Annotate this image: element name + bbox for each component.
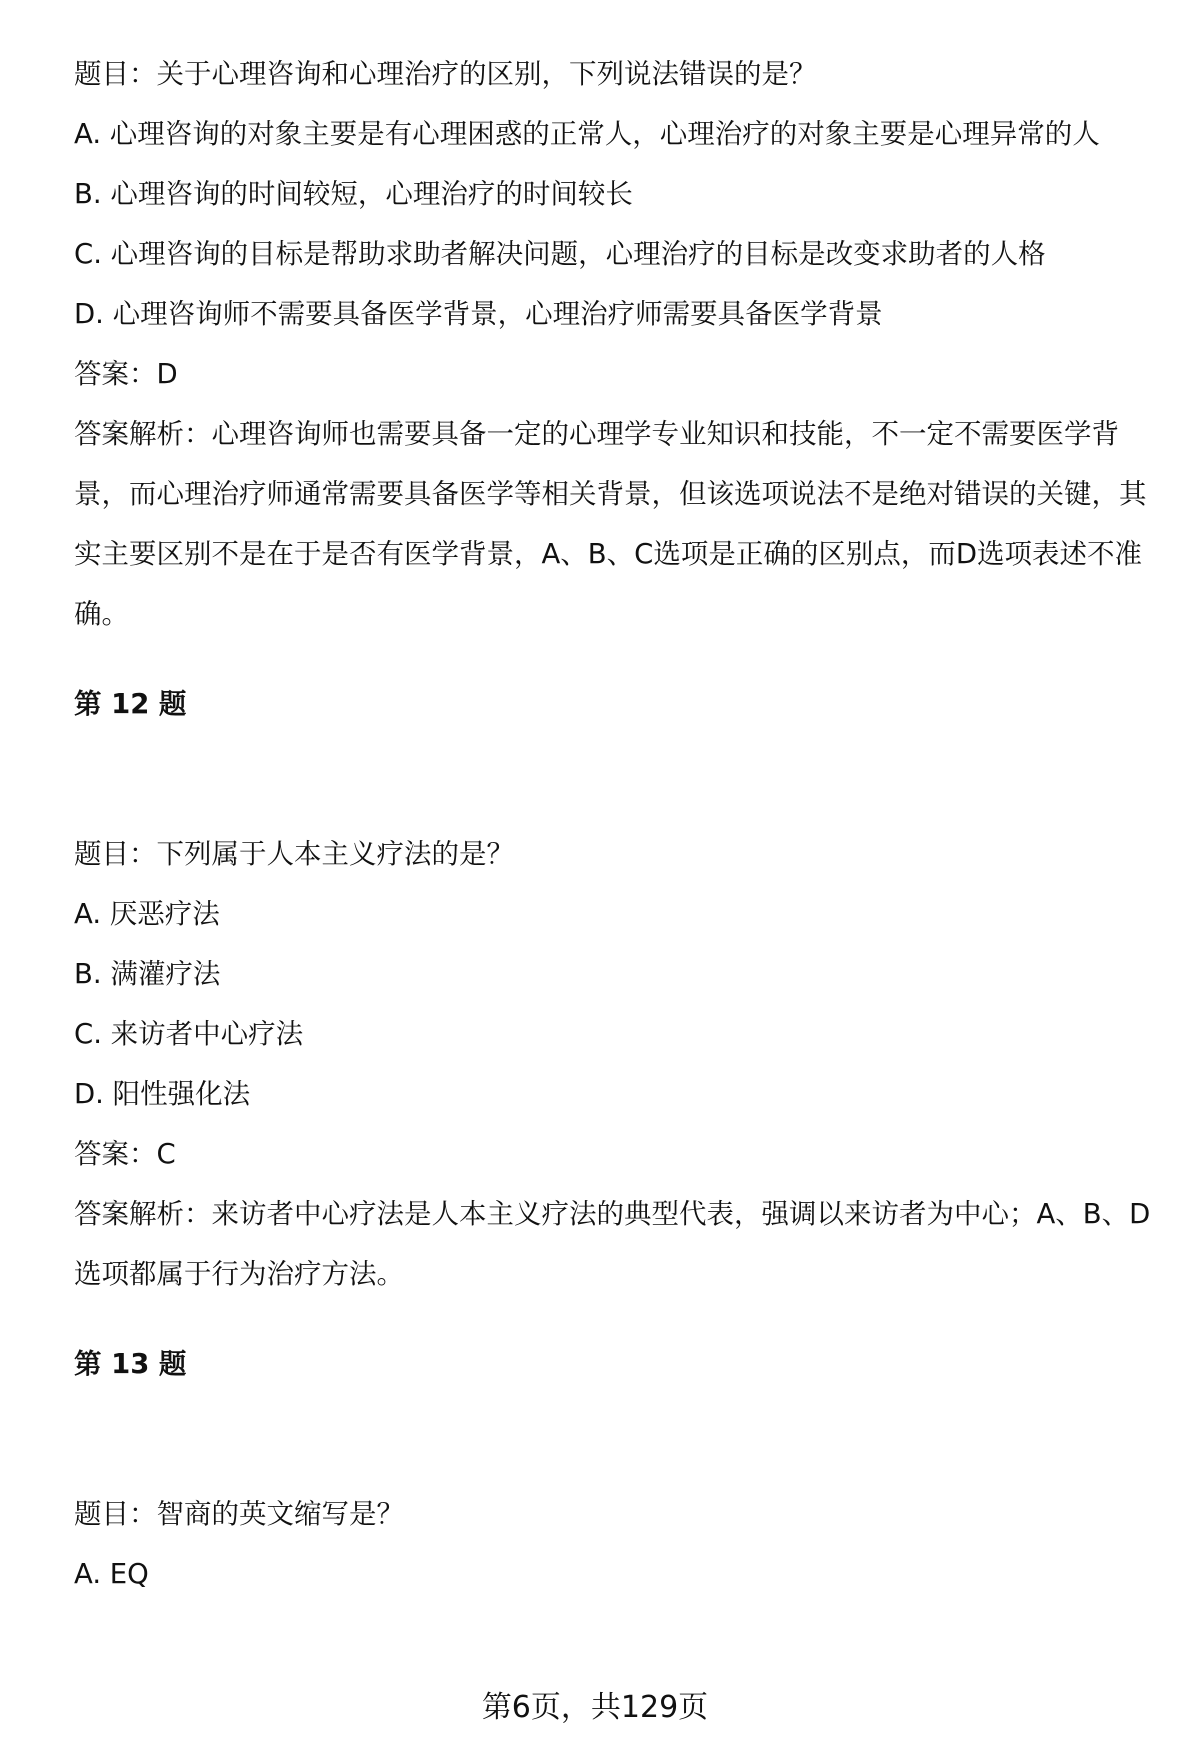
- q12-option-c: C. 来访者中心疗法: [74, 1018, 304, 1050]
- q12-option-a: A. 厌恶疗法: [74, 898, 220, 930]
- q13-heading: 第 13 题: [74, 1348, 187, 1380]
- q12-analysis: 答案解析：来访者中心疗法是人本主义疗法的典型代表，强调以来访者为中心；A、B、D选项都属于行为治疗方法。: [74, 1198, 1151, 1290]
- page-number-footer: 第6页，共129页: [481, 1690, 709, 1725]
- q11-option-c: C. 心理咨询的目标是帮助求助者解决问题，心理治疗的目标是改变求助者的人格: [74, 238, 1046, 270]
- q11-analysis: 答案解析：心理咨询师也需要具备一定的心理学专业知识和技能，不一定不需要医学背景，而心理治疗师通常需要具备医学等相关背景，但该选项说法不是绝对错误的关键，其实主要区别不是在于是否有医学背景，A、B、C选项是正确的区别点，而D选项表述不准确。: [74, 418, 1147, 630]
- q12-answer: 答案：C: [74, 1138, 176, 1170]
- q12-heading: 第 12 题: [74, 688, 187, 720]
- q11-question: 题目：关于心理咨询和心理治疗的区别，下列说法错误的是？: [74, 58, 817, 90]
- q11-option-d: D. 心理咨询师不需要具备医学背景，心理治疗师需要具备医学背景: [74, 298, 883, 330]
- q11-option-a: A. 心理咨询的对象主要是有心理困惑的正常人，心理治疗的对象主要是心理异常的人: [74, 118, 1100, 150]
- document-page: [74, 44, 1164, 1604]
- q12-question: 题目：下列属于人本主义疗法的是？: [74, 838, 514, 870]
- q12-option-d: D. 阳性强化法: [74, 1078, 251, 1110]
- q13-option-a: A. EQ: [74, 1558, 149, 1590]
- q11-option-b: B. 心理咨询的时间较短，心理治疗的时间较长: [74, 178, 633, 210]
- q12-option-b: B. 满灌疗法: [74, 958, 221, 990]
- q11-answer: 答案：D: [74, 358, 178, 390]
- q13-question: 题目：智商的英文缩写是？: [74, 1498, 404, 1530]
